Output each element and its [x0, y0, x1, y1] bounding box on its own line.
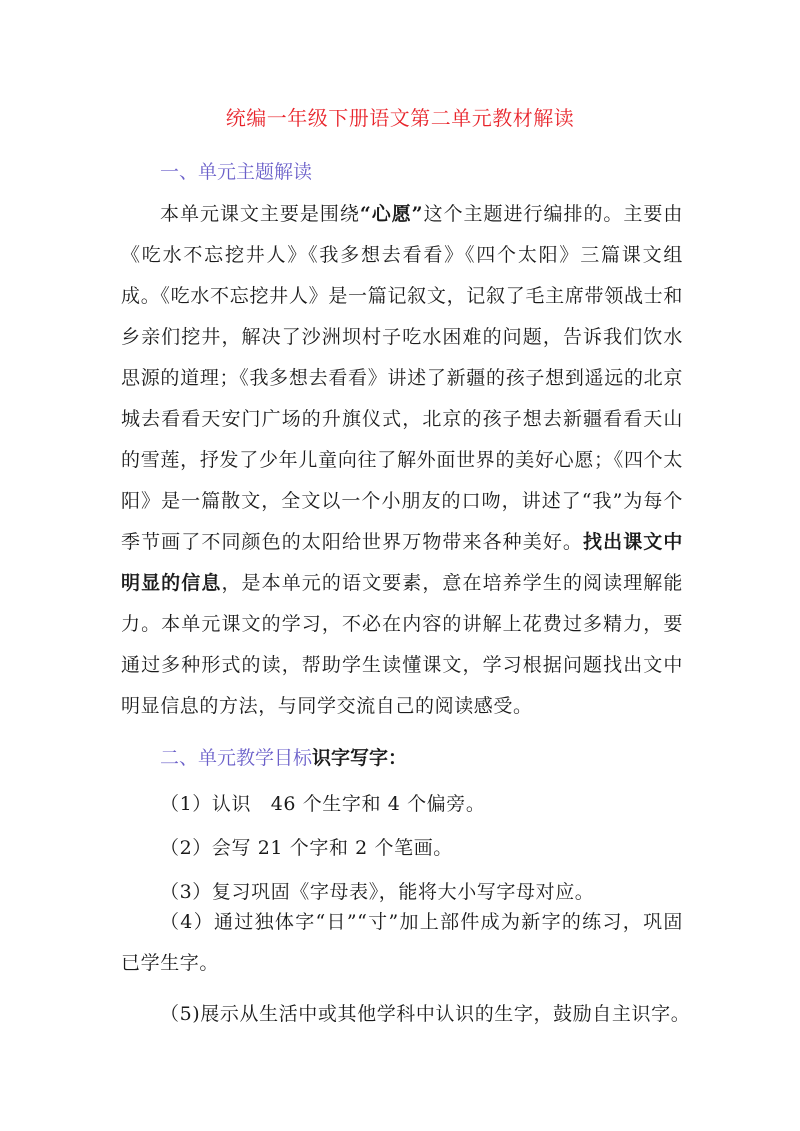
- goal-item-3: （3）复习巩固《字母表》，能将大小写字母对应。: [160, 881, 595, 903]
- section-heading-theme: 一、单元主题解读: [160, 161, 313, 183]
- theme-text-part3: ，是本单元的语文要素，意在培养学生的阅读理解能力。本单元课文的学习，不必在内容的讲解上花费过多精力，要通过多种形式的读，帮助学生读懂课文，学习根据问题找出文中明显信息的方法，与同学交流自己的阅读感受。: [121, 572, 683, 717]
- theme-keyword-info: 找出课文中明显的信息: [121, 531, 683, 594]
- goal-item-5: （5)展示从生活中或其他学科中认识的生字，鼓励自主识字。: [160, 1003, 691, 1025]
- theme-text-part1: 本单元课文主要是围绕: [160, 203, 360, 225]
- document-title: 统编一年级下册语文第二单元教材解读: [225, 106, 575, 130]
- goals-heading-label: 二、单元教学目标: [160, 747, 313, 769]
- goals-subheading-label: 识字写字：: [312, 747, 408, 769]
- goal-item-4: （4）通过独体字“日”“寸”加上部件成为新字的练习，巩固已学生字。: [121, 911, 683, 974]
- theme-paragraph: [121, 194, 683, 727]
- goal-item-1: （1）认识 46 个生字和 4 个偏旁。: [160, 793, 486, 815]
- theme-keyword-wish: “心愿”: [359, 203, 424, 225]
- goal-item-2: （2）会写 21 个字和 2 个笔画。: [160, 837, 453, 859]
- theme-text-part2: 这个主题进行编排的。主要由《吃水不忘挖井人》《我多想去看看》《四个太阳》三篇课文组成。《吃水不忘挖井人》是一篇记叙文，记叙了毛主席带领战士和乡亲们挖井，解决了沙洲坝村子吃水困难的问题，告诉我们饮水思源的道理；《我多想去看看》讲述了新疆的孩子想到遥远的北京城去看看天安门广场的升旗仪式，北京的孩子想去新疆看看天山的雪莲，抒发了少年儿童向往了解外面世界的美好心愿；《四个太阳》是一篇散文，全文以一个小朋友的口吻，讲述了“我”为每个季节画了不同颜色的太阳给世界万物带来各种美好。: [121, 203, 683, 553]
- section-heading-goals: [160, 744, 407, 772]
